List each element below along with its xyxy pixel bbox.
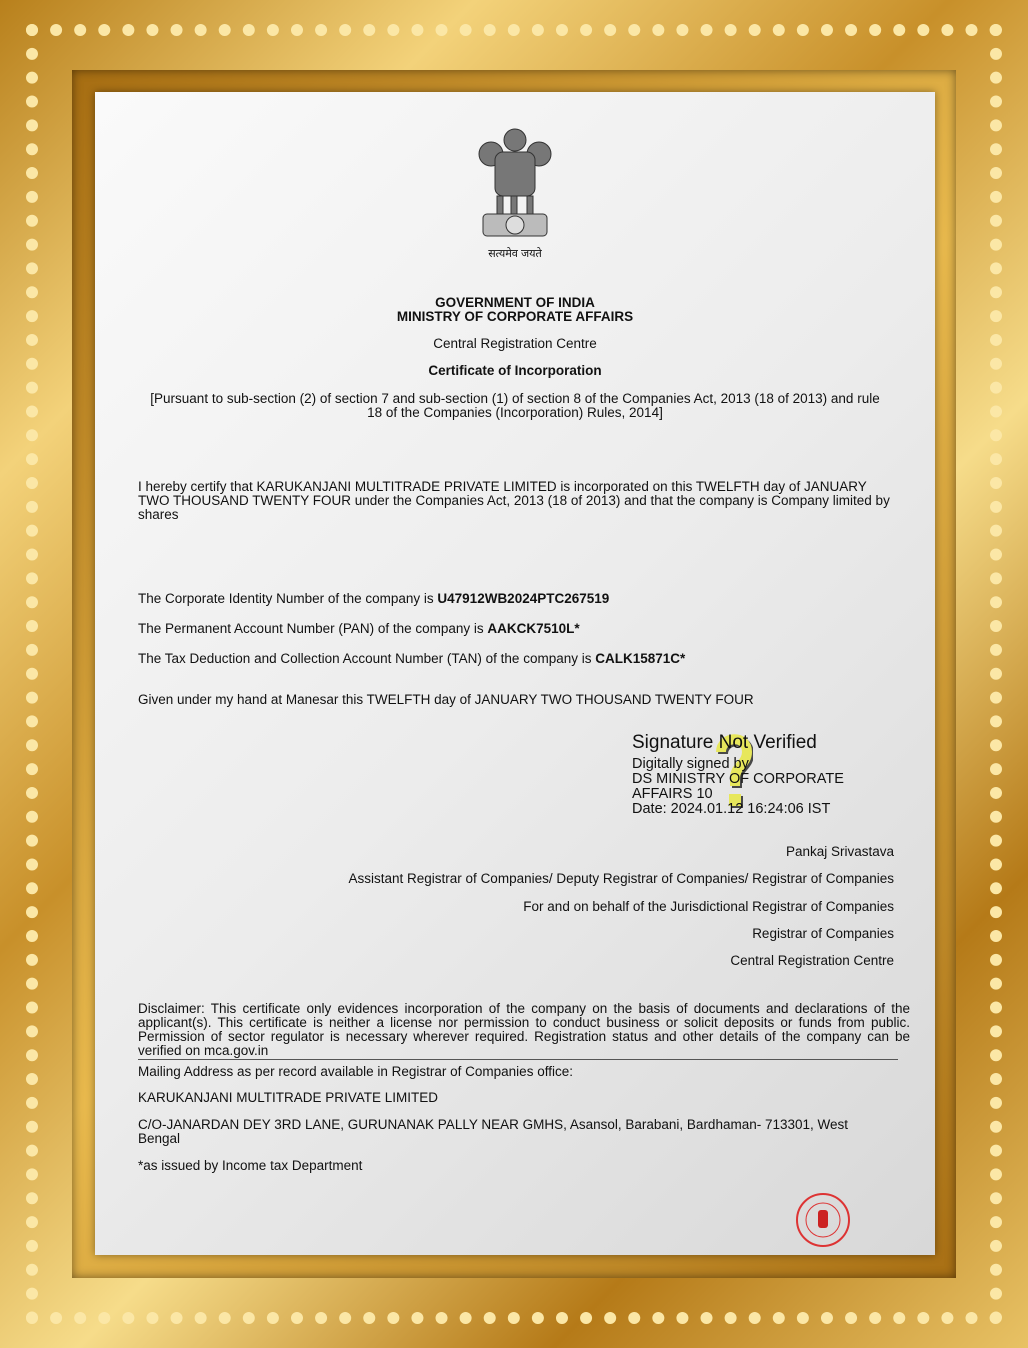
pan-line <box>138 622 580 636</box>
signature-line: Digitally signed by <box>632 756 749 772</box>
national-emblem-icon <box>473 126 557 244</box>
disclaimer: Disclaimer: This certificate only evidences incorporation of the company on the basis of documents and declarations of the applicant(s). This certificate is neither a license nor permission to conduct business or solicit deposits or funds from public. Permission of sector regulator is necessary wherever required. Registration status and other details of the company can be verified on mca.gov.in <box>138 1001 910 1058</box>
signature-line: AFFAIRS 10 <box>632 786 713 802</box>
given-line: Given under my hand at Manesar this TWELFTH day of JANUARY TWO THOUSAND TWENTY FOUR <box>138 692 754 707</box>
pan-value: AAKCK7510L* <box>487 621 580 636</box>
signatory-role: Assistant Registrar of Companies/ Deputy Registrar of Companies/ Registrar of Companies <box>348 871 894 886</box>
tax-note: *as issued by Income tax Department <box>138 1158 363 1173</box>
certificate-title: Certificate of Incorporation <box>428 363 602 378</box>
tan-label: The Tax Deduction and Collection Account Number (TAN) of the company is <box>138 651 596 666</box>
signatory-roc: Registrar of Companies <box>752 926 894 941</box>
company-address: C/O-JANARDAN DEY 3RD LANE, GURUNANAK PALLY NEAR GMHS, Asansol, Barabani, Bardhaman- 713301, West Bengal <box>138 1117 849 1146</box>
divider <box>138 1059 898 1060</box>
pursuant-line-2: 18 of the Companies (Incorporation) Rules, 2014] <box>367 405 663 420</box>
mailing-label: Mailing Address as per record available in Registrar of Companies office: <box>138 1064 573 1079</box>
mca-seal-icon <box>795 1192 851 1248</box>
cin-value: U47912WB2024PTC267519 <box>437 591 610 606</box>
company-name: KARUKANJANI MULTITRADE PRIVATE LIMITED <box>138 1090 439 1105</box>
office-name: Central Registration Centre <box>433 336 597 351</box>
pursuant-line-1: [Pursuant to sub-section (2) of section 7 and sub-section (1) of section 8 of the Companies Act, 2013 (18 of 2013) and rule <box>150 391 880 406</box>
signature-date: Date: 2024.01.12 16:24:06 IST <box>632 801 831 817</box>
cin-line <box>138 592 609 606</box>
signatory-crc: Central Registration Centre <box>730 953 894 968</box>
signature-status: Signature Not Verified <box>632 732 817 753</box>
certificate-paper <box>95 92 935 1255</box>
cin-label: The Corporate Identity Number of the company is <box>138 591 438 606</box>
gov-heading: GOVERNMENT OF INDIA <box>435 295 595 310</box>
signatory-behalf: For and on behalf of the Jurisdictional Registrar of Companies <box>523 899 894 914</box>
signature-line: DS MINISTRY OF CORPORATE <box>632 771 844 787</box>
signatory-name: Pankaj Srivastava <box>785 844 894 859</box>
emblem-motto: सत्यमेव जयते <box>488 248 542 260</box>
certify-paragraph: I hereby certify that KARUKANJANI MULTITRADE PRIVATE LIMITED is incorporated on this TWELFTH day of JANUARY TWO THOUSAND TWENTY FOUR under the Companies Act, 2013 (18 of 2013) and that the company is Company limited by shares <box>138 479 890 522</box>
tan-value: CALK15871C* <box>595 651 686 666</box>
pan-label: The Permanent Account Number (PAN) of the company is <box>138 621 488 636</box>
ministry-heading: MINISTRY OF CORPORATE AFFAIRS <box>396 309 634 324</box>
digital-signature[interactable] <box>632 732 844 817</box>
tan-line <box>138 652 685 666</box>
